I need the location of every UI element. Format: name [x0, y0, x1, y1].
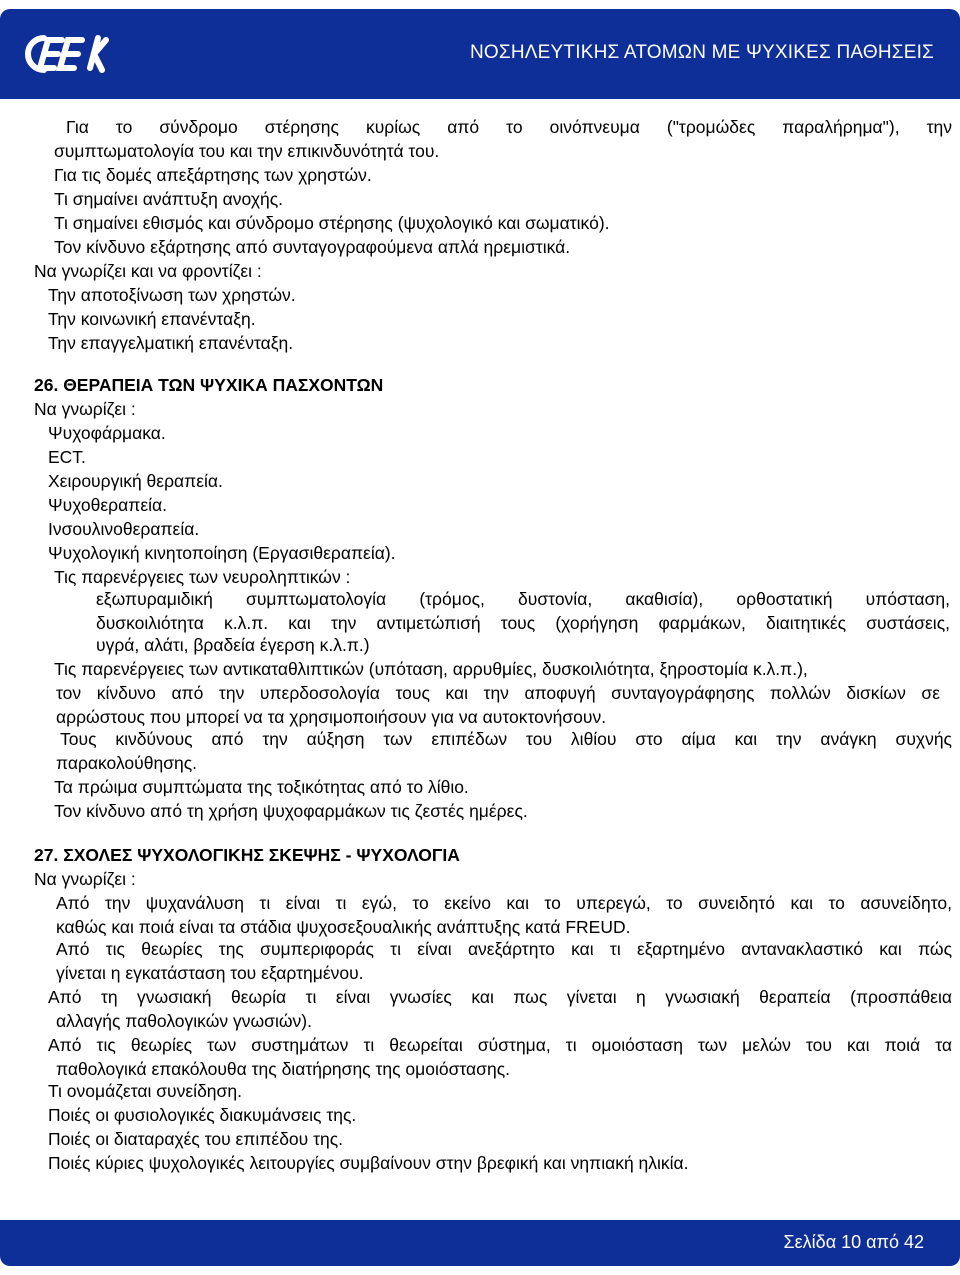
- text-line: Τα πρώιμα συμπτώματα της τοξικότητας από το λίθιο.: [54, 777, 469, 797]
- text-line: Χειρουργική θεραπεία.: [48, 471, 223, 491]
- text-line: Τις παρενέργειες των αντικαταθλιπτικών (υπόταση, αρρυθμίες, δυσκοιλιότητα, ξηροστομία κ.λ.π.),: [54, 659, 808, 679]
- ceek-logo-icon: [18, 28, 110, 80]
- section-heading: 26. ΘΕΡΑΠΕΙΑ ΤΩΝ ΨΥΧΙΚΑ ΠΑΣΧΟΝΤΩΝ: [34, 375, 384, 395]
- text-line: γίνεται η εγκατάσταση του εξαρτημένου.: [56, 963, 364, 983]
- text-line: δυσκοιλιότητα κ.λ.π. και την αντιμετώπισή τους (χορήγηση φαρμάκων, διαιτητικές συστάσεις,: [96, 613, 950, 633]
- text-line: Την αποτοξίνωση των χρηστών.: [48, 285, 296, 305]
- text-line: αρρώστους που μπορεί να τα χρησιμοποιήσουν για να αυτοκτονήσουν.: [56, 707, 607, 727]
- text-line: καθώς και ποιά είναι τα στάδια ψυχοσεξουαλικής ανάπτυξης κατά FREUD.: [56, 917, 631, 937]
- text-line: τον κίνδυνο από την υπερδοσολογία τους και την αποφυγή συνταγογράφησης πολλών δισκίων σε: [56, 683, 940, 703]
- text-line: Από τη γνωσιακή θεωρία τι είναι γνωσίες και πως γίνεται η γνωσιακή θεραπεία (προσπάθεια: [48, 987, 952, 1007]
- text-line: Ψυχολογική κινητοποίηση (Εργασιθεραπεία).: [48, 543, 396, 563]
- text-line: παθολογικά επακόλουθα της διατήρησης της ομοιόστασης.: [56, 1059, 511, 1079]
- text-line: Τον κίνδυνο από τη χρήση ψυχοφαρμάκων τις ζεστές ημέρες.: [54, 801, 528, 821]
- text-line: εξωπυραμιδική συμπτωματολογία (τρόμος, δυστονία, ακαθισία), ορθοστατική υπόσταση,: [96, 589, 950, 609]
- text-line: Να γνωρίζει :: [34, 869, 136, 889]
- document-title: ΝΟΣΗΛΕΥΤΙΚΗΣ ΑΤΟΜΩΝ ΜΕ ΨΥΧΙΚΕΣ ΠΑΘΗΣΕΙΣ: [470, 42, 934, 63]
- page-footer: [0, 1220, 960, 1275]
- text-line: Από την ψυχανάλυση τι είναι τι εγώ, το εκείνο και το υπερεγώ, το συνειδητό και το ασυνείδητο,: [56, 893, 952, 913]
- text-line: Από τις θεωρίες των συστημάτων τι θεωρείται σύστημα, τι ομοιόσταση των μελών του και ποιά τα: [48, 1035, 952, 1055]
- text-line: Τι σημαίνει ανάπτυξη ανοχής.: [54, 189, 284, 209]
- text-line: Να γνωρίζει και να φροντίζει :: [34, 261, 262, 281]
- text-line: Να γνωρίζει :: [34, 399, 136, 419]
- page-number: Σελίδα 10 από 42: [783, 1232, 924, 1252]
- text-line: Τον κίνδυνο εξάρτησης από συνταγογραφούμενα απλά ηρεμιστικά.: [54, 237, 571, 257]
- text-line: συμπτωματολογία του και την επικινδυνότητά του.: [54, 141, 440, 161]
- text-line: Για τις δομές απεξάρτησης των χρηστών.: [54, 165, 372, 185]
- text-line: Τι σημαίνει εθισμός και σύνδρομο στέρησης (ψυχολογικό και σωματικό).: [54, 213, 610, 233]
- text-line: ECT.: [48, 447, 86, 467]
- text-line: Ψυχοφάρμακα.: [48, 423, 166, 443]
- text-line: Τις παρενέργειες των νευροληπτικών :: [54, 567, 351, 587]
- text-line: αλλαγής παθολογικών γνωσιών).: [56, 1011, 312, 1031]
- text-line: Ψυχοθεραπεία.: [48, 495, 167, 515]
- text-line: Την κοινωνική επανένταξη.: [48, 309, 256, 329]
- section-heading: 27. ΣΧΟΛΕΣ ΨΥΧΟΛΟΓΙΚΗΣ ΣΚΕΨΗΣ - ΨΥΧΟΛΟΓΙΑ: [34, 845, 460, 865]
- page-header: [0, 0, 960, 104]
- text-line: Ινσουλινοθεραπεία.: [48, 519, 200, 539]
- text-line: Από τις θεωρίες της συμπεριφοράς τι είναι ανεξάρτητο και τι εξαρτημένο αντανακλαστικό και πώς: [56, 939, 952, 959]
- text-line: Ποιές κύριες ψυχολογικές λειτουργίες συμβαίνουν στην βρεφική και νηπιακή ηλικία.: [48, 1153, 689, 1173]
- text-line: παρακολούθησης.: [56, 753, 198, 773]
- text-line: Τι ονομάζεται συνείδηση.: [48, 1081, 242, 1101]
- text-line: Για το σύνδρομο στέρησης κυρίως από το οινόπνευμα ("τρομώδες παραλήρημα"), την: [66, 117, 952, 137]
- text-line: υγρά, αλάτι, βραδεία έγερση κ.λ.π.): [96, 635, 370, 655]
- text-line: Τους κινδύνους από την αύξηση των επιπέδων του λιθίου στο αίμα και την ανάγκη συχνής: [60, 729, 952, 749]
- text-line: Ποιές οι διαταραχές του επιπέδου της.: [48, 1129, 344, 1149]
- text-line: Την επαγγελματική επανένταξη.: [48, 333, 294, 353]
- text-line: Ποιές οι φυσιολογικές διακυμάνσεις της.: [48, 1105, 357, 1125]
